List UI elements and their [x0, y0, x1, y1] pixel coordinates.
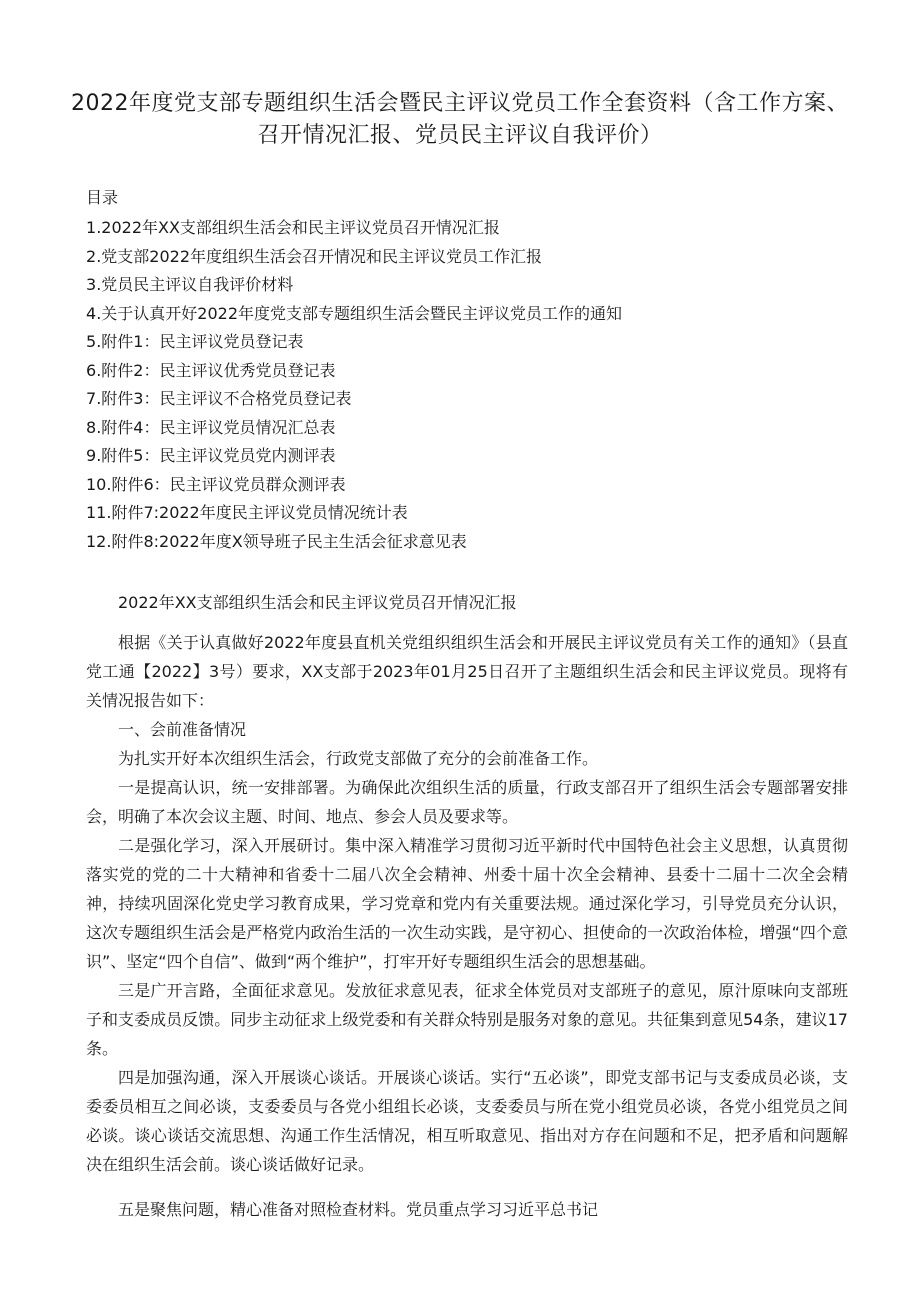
- body-paragraph: 根据《关于认真做好2022年度县直机关党组织组织生活会和开展民主评议党员有关工作的通知》（县直党工通【2022】3号）要求，XX支部于2023年01月25日召开了主题组织生活会和民主评议党员。现将有关情况报告如下：: [86, 633, 848, 710]
- table-of-contents: [86, 214, 846, 556]
- toc-item-number: 10: [86, 474, 107, 494]
- toc-item-text: .关于认真开好2022年度党支部专题组织生活会暨民主评议党员工作的通知: [96, 303, 622, 323]
- toc-item-number: 4: [86, 303, 97, 323]
- toc-item-number: 5: [86, 332, 97, 351]
- toc-item[interactable]: [86, 300, 846, 329]
- toc-item-number: 7: [86, 389, 97, 408]
- toc-item[interactable]: [86, 414, 846, 443]
- toc-item-number: 1: [86, 218, 97, 237]
- toc-item-number: 2: [86, 246, 97, 266]
- body-paragraph: 一是提高认识，统一安排部署。为确保此次组织生活的质量，行政支部召开了组织生活会专题部署安排会，明确了本次会议主题、时间、地点、参会人员及要求等。: [86, 778, 848, 826]
- toc-item[interactable]: [86, 243, 846, 272]
- toc-item-number: 12: [86, 531, 107, 551]
- toc-item[interactable]: [86, 357, 846, 386]
- report-body: [86, 628, 848, 1224]
- toc-item[interactable]: [86, 271, 846, 300]
- toc-item-text: .附件6：民主评议党员群众测评表: [106, 474, 346, 494]
- toc-item-text: .附件2：民主评议优秀党员登记表: [96, 360, 336, 380]
- body-paragraph: 五是聚焦问题，精心准备对照检查材料。党员重点学习习近平总书记: [118, 1200, 599, 1219]
- toc-item[interactable]: [86, 442, 846, 471]
- document-title: 2022年度党支部专题组织生活会暨民主评议党员工作全套资料（含工作方案、召开情况汇报、党员民主评议自我评价）: [71, 91, 849, 148]
- toc-item-text: .2022年XX支部组织生活会和民主评议党员召开情况汇报: [96, 218, 500, 237]
- toc-item-text: .附件5：民主评议党员党内测评表: [96, 446, 336, 465]
- toc-item-number: 8: [86, 417, 97, 437]
- toc-heading: 目录: [86, 188, 119, 207]
- toc-item-number: 11: [86, 503, 107, 522]
- toc-item[interactable]: [86, 385, 846, 414]
- toc-item-number: 6: [86, 360, 97, 380]
- body-paragraph: 三是广开言路，全面征求意见。发放征求意见表，征求全体党员对支部班子的意见，原汁原味向支部班子和支委成员反馈。同步主动征求上级党委和有关群众特别是服务对象的意见。共征集到意见54条，建议17条。: [86, 981, 848, 1058]
- toc-item-number: 9: [86, 446, 97, 465]
- toc-item-text: .附件3：民主评议不合格党员登记表: [96, 389, 352, 408]
- section-subheading: 一、会前准备情况: [118, 720, 247, 739]
- toc-item-text: .附件4：民主评议党员情况汇总表: [96, 417, 336, 437]
- body-paragraph: 为扎实开好本次组织生活会，行政党支部做了充分的会前准备工作。: [118, 749, 599, 768]
- toc-item-text: .附件7:2022年度民主评议党员情况统计表: [106, 503, 408, 522]
- section-title: 2022年XX支部组织生活会和民主评议党员召开情况汇报: [118, 593, 517, 612]
- toc-item[interactable]: [86, 499, 846, 528]
- toc-item-text: .党员民主评议自我评价材料: [96, 275, 294, 294]
- toc-item[interactable]: [86, 528, 846, 557]
- toc-item[interactable]: [86, 214, 846, 243]
- toc-item-text: .附件1：民主评议党员登记表: [96, 332, 304, 351]
- toc-item-number: 3: [86, 275, 97, 294]
- body-paragraph: 二是强化学习，深入开展研讨。集中深入精准学习贯彻习近平新时代中国特色社会主义思想，认真贯彻落实党的党的二十大精神和省委十二届八次全会精神、州委十届十次全会精神、县委十二届十二次全会精神，持续巩固深化党史学习教育成果，学习党章和党内有关重要法规。通过深化学习，引导党员充分认识，这次专题组织生活会是严格党内政治生活的一次生动实践，是守初心、担使命的一次政治体检，增强“四个意识”、坚定“四个自信”、做到“两个维护”，打牢开好专题组织生活会的思想基础。: [86, 836, 848, 971]
- toc-item[interactable]: [86, 328, 846, 357]
- body-paragraph: 四是加强沟通，深入开展谈心谈话。开展谈心谈话。实行“五必谈”，即党支部书记与支委成员必谈，支委委员相互之间必谈，支委委员与各党小组组长必谈，支委委员与所在党小组党员必谈，各党小组党员之间必谈。谈心谈话交流思想、沟通工作生活情况，相互听取意见、指出对方存在问题和不足，把矛盾和问题解决在组织生活会前。谈心谈话做好记录。: [86, 1068, 848, 1174]
- toc-item-text: .党支部2022年度组织生活会召开情况和民主评议党员工作汇报: [96, 246, 542, 266]
- toc-item-text: .附件8:2022年度X领导班子民主生活会征求意见表: [106, 531, 467, 551]
- toc-item[interactable]: [86, 471, 846, 500]
